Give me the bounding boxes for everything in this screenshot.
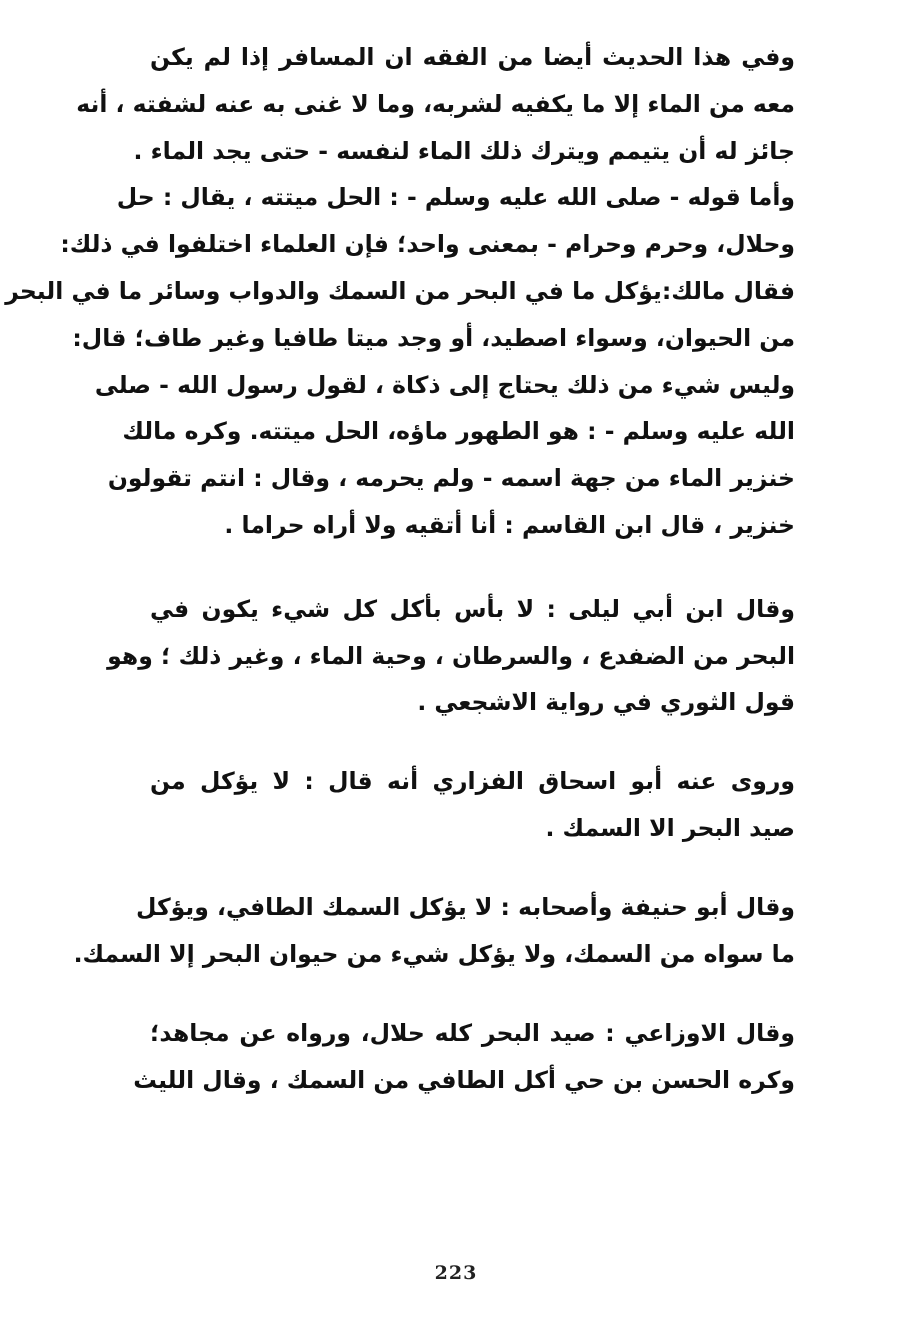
text-line: معه من الماء إلا ما يكفيه لشربه، وما لا غنى به عنه لشفته ، أنه	[76, 89, 795, 118]
text-line: خنزير الماء من جهة اسمه - ولم يحرمه ، وقال : انتم تقولون	[107, 464, 795, 493]
text-line: وقال ابن أبي ليلى : لا بأس بأكل كل شيء يكون في	[150, 594, 795, 623]
text-line: قول الثوري في رواية الاشجعي .	[417, 688, 795, 717]
text-line: فقال مالك:يؤكل ما في البحر من السمك والدواب وسائر ما في البحر	[5, 276, 795, 305]
text-line: الله عليه وسلم - : هو الطهور ماؤه، الحل ميتته. وكره مالك	[122, 417, 795, 446]
paragraph-3	[150, 758, 795, 852]
text-line: وقال أبو حنيفة وأصحابه : لا يؤكل السمك الطافي، ويؤكل	[136, 892, 795, 921]
text-line: وأما قوله - صلى الله عليه وسلم - : الحل ميتته ، يقال : حل	[116, 183, 795, 212]
text-line: من الحيوان، وسواء اصطيد، أو وجد ميتا طافيا وغير طاف؛ قال:	[72, 323, 795, 352]
paragraph-2	[107, 586, 795, 726]
text-line: وقال الاوزاعي : صيد البحر كله حلال، ورواه عن مجاهد؛	[150, 1019, 795, 1048]
text-line: وروى عنه أبو اسحاق الفزاري أنه قال : لا يؤكل من	[150, 767, 795, 796]
page-number: 223	[434, 1262, 478, 1284]
text-line: خنزير ، قال ابن القاسم : أنا أتقيه ولا أراه حراما .	[224, 510, 795, 539]
paragraph-spacer	[150, 852, 795, 884]
paragraph-spacer	[150, 977, 795, 1010]
text-line: جائز له أن يتيمم ويترك ذلك الماء لنفسه - حتى يجد الماء .	[133, 136, 795, 165]
paragraph-spacer	[150, 549, 795, 586]
text-line: وفي هذا الحديث أيضا من الفقه ان المسافر إذا لم يكن	[150, 43, 795, 71]
paragraph-spacer	[150, 726, 795, 758]
text-line: وحلال، وحرم وحرام - بمعنى واحد؛ فإن العلماء اختلفوا في ذلك:	[60, 230, 795, 259]
paragraph-4	[73, 884, 795, 978]
body-text	[5, 34, 795, 1104]
text-line: البحر من الضفدع ، والسرطان ، وحية الماء ، وغير ذلك ؛ وهو	[107, 641, 795, 670]
text-line: صيد البحر الا السمك .	[545, 813, 795, 842]
paragraph-5	[133, 1010, 795, 1104]
paragraph-1	[5, 34, 795, 549]
text-line: وليس شيء من ذلك يحتاج إلى ذكاة ، لقول رسول الله - صلى	[94, 370, 795, 399]
text-line: ما سواه من السمك، ولا يؤكل شيء من حيوان البحر إلا السمك.	[73, 939, 795, 968]
text-line: وكره الحسن بن حي أكل الطافي من السمك ، وقال الليث	[133, 1066, 795, 1095]
